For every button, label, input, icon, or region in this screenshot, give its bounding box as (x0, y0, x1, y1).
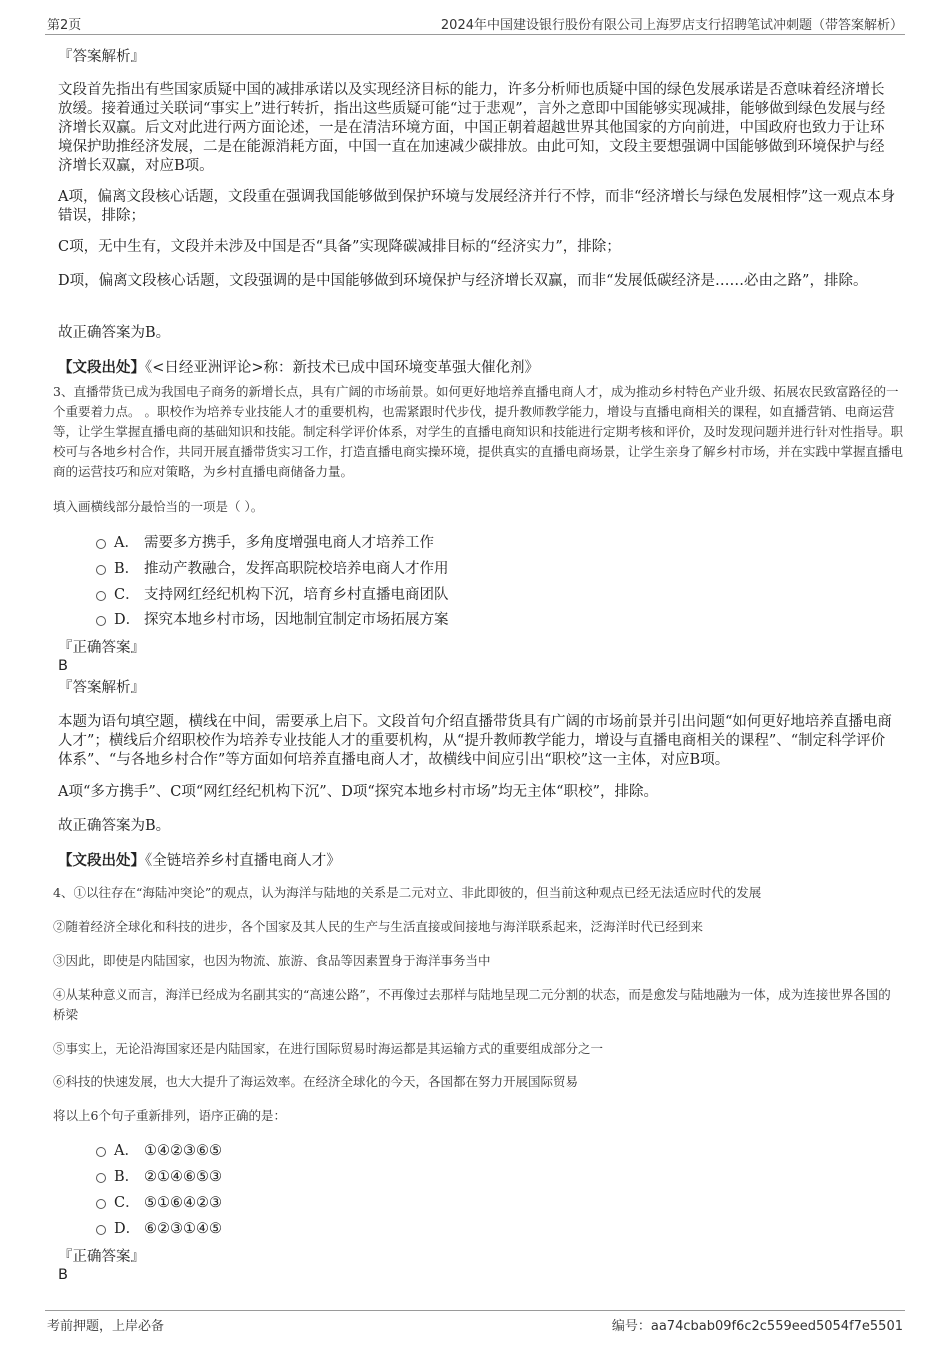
question-stem: 3、直播带货已成为我国电子商务的新增长点，具有广阔的市场前景。如何更好地培养直播电商人才，成为推动乡村特色产业升级、拓展农民致富路径的一个重要着力点。 。职校作为培养专业技能人才的重要机构，也需紧跟时代步伐，提升教师教学能力，增设与直播电商相关的课程，如直播营销、电商运营等，让学生掌握直播电商的基础知识和技能。制定科学评价体系，对学生的直播电商知识和技能进行定期考核和评价，及时发现问题并进行针对性指导。职校可与各地乡村合作，共同开展直播带货实习工作，打造直播电商实操环境，提供真实的直播电商场景，让学生亲身了解乡村市场，并在实践中掌握直播电商的运营技巧和应对策略，为乡村直播电商储备力量。 (53, 384, 904, 479)
answer-heading: 『正确答案』 (58, 640, 145, 656)
radio-button[interactable] (96, 591, 106, 601)
source-line (58, 851, 898, 871)
radio-button[interactable] (96, 1225, 106, 1235)
option-a[interactable]: A． 需要多方携手，多角度增强电商人才培养工作 (96, 534, 434, 553)
radio-button[interactable] (96, 616, 106, 626)
answer-heading: 『正确答案』 (58, 1249, 145, 1265)
analysis-paragraph: 文段首先指出有些国家质疑中国的减排承诺以及实现经济目标的能力，许多分析师也质疑中国的绿色发展承诺是否意味着经济增长放缓。接着通过关联词“事实上”进行转折，指出这些质疑可能“过于悲观”，言外之意即中国能够实现减排，能够做到绿色发展与经济增长双赢。后文对此进行两方面论述，一是在清洁环境方面，中国正朝着超越世界其他国家的方向前进，中国政府也致力于让环境保护助推经济发展，二是在能源消耗方面，中国一直在加速减少碳排放。由此可知，文段主要想强调中国能够做到环境保护与经济增长双赢，对应B项。 (58, 82, 886, 174)
source-title: 《全链培养乡村直播电商人才》 (145, 853, 341, 869)
correct-answer-statement: 故正确答案为B。 (58, 325, 171, 341)
analysis-paragraph: D项，偏离文段核心话题，文段强调的是中国能够做到环境保护与经济增长双赢，而非“发展低碳经济是……必由之路”，排除。 (58, 273, 868, 289)
analysis-paragraph: C项，无中生有，文段并未涉及中国是否“具备”实现降碳减排目标的“经济实力”，排除； (58, 239, 621, 255)
analysis-paragraph: 本题为语句填空题，横线在中间，需要承上启下。文段首句介绍直播带货具有广阔的市场前景并引出问题“如何更好地培养直播电商人才”；横线后介绍职校作为培养专业技能人才的重要机构，从“提升教师教学能力，增设与直播电商相关的课程”、“制定科学评价体系”、“与各地乡村合作”等方面如何培养直播电商人才，故横线中间应引出“职校”这一主体，对应B项。 (58, 714, 892, 768)
sentence-6: ⑥科技的快速发展，也大大提升了海运效率。在经济全球化的今天，各国都在努力开展国际贸易 (53, 1074, 579, 1089)
radio-button[interactable] (96, 539, 106, 549)
option-c[interactable]: C． 支持网红经纪机构下沉，培育乡村直播电商团队 (96, 586, 449, 605)
option-c[interactable]: C． ⑤①⑥④②③ (96, 1194, 222, 1213)
source-title: 《<日经亚洲评论>称：新技术已成中国环境变革强大催化剂》 (145, 360, 540, 376)
footer-slogan: 考前押题，上岸必备 (47, 1319, 165, 1334)
option-b[interactable]: B． ②①④⑥⑤③ (96, 1168, 222, 1187)
radio-button[interactable] (96, 1199, 106, 1209)
answer-value: B (58, 1267, 68, 1283)
sentence-2: ②随着经济全球化和科技的进步，各个国家及其人民的生产与生活直接或间接地与海洋联系起来，泛海洋时代已经到来 (53, 919, 704, 934)
analysis-heading: 『答案解析』 (58, 680, 145, 696)
option-b[interactable]: B． 推动产教融合，发挥高职院校培养电商人才作用 (96, 560, 449, 579)
page-footer (45, 1310, 905, 1335)
option-d[interactable]: D． ⑥②③①④⑤ (96, 1220, 222, 1239)
document-title: 2024年中国建设银行股份有限公司上海罗店支行招聘笔试冲刺题（带答案解析） (440, 18, 903, 33)
sentence-4: ④从某种意义而言，海洋已经成为名副其实的“高速公路”，不再像过去那样与陆地呈现二元分割的状态，而是愈发与陆地融为一体，成为连接世界各国的桥梁 (53, 987, 891, 1022)
source-label: 【文段出处】 (58, 852, 145, 869)
correct-answer-statement: 故正确答案为B。 (58, 818, 171, 834)
question-prompt: 填入画横线部分最恰当的一项是（ ）。 (53, 499, 264, 514)
source-label: 【文段出处】 (58, 359, 145, 376)
sentence-5: ⑤事实上，无论沿海国家还是内陆国家，在进行国际贸易时海运都是其运输方式的重要组成部分之一 (53, 1041, 604, 1056)
source-line (58, 358, 898, 378)
radio-button[interactable] (96, 1147, 106, 1157)
page-number: 第2页 (47, 18, 82, 33)
radio-button[interactable] (96, 1173, 106, 1183)
analysis-paragraph: A项，偏离文段核心话题，文段重在强调我国能够做到保护环境与发展经济并行不悖，而非“经济增长与绿色发展相悖”这一观点本身错误，排除； (58, 189, 896, 224)
document-id: 编号：aa74cbab09f6c2c559eed5054f7e5501 (611, 1319, 903, 1334)
question-prompt: 将以上6个句子重新排列，语序正确的是： (53, 1108, 286, 1123)
sentence-1: 4、①以往存在“海陆冲突论”的观点，认为海洋与陆地的关系是二元对立、非此即彼的，但当前这种观点已经无法适应时代的发展 (53, 885, 762, 900)
option-a[interactable]: A． ①④②③⑥⑤ (96, 1142, 222, 1161)
analysis-paragraph: A项“多方携手”、C项“网红经纪机构下沉”、D项“探究本地乡村市场”均无主体“职校”，排除。 (58, 784, 658, 800)
page-header (45, 12, 905, 35)
radio-button[interactable] (96, 565, 106, 575)
sentence-3: ③因此，即使是内陆国家，也因为物流、旅游、食品等因素置身于海洋事务当中 (53, 953, 491, 968)
answer-value: B (58, 658, 68, 674)
option-d[interactable]: D． 探究本地乡村市场，因地制宜制定市场拓展方案 (96, 611, 449, 630)
analysis-heading: 『答案解析』 (58, 49, 145, 65)
